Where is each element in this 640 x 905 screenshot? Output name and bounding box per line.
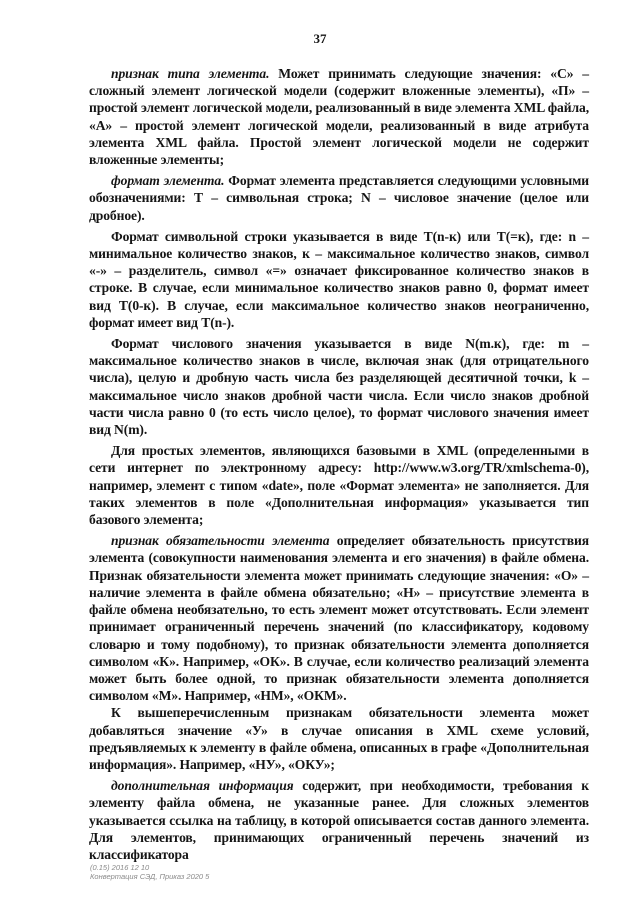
registration-stamp [90,863,209,881]
paragraph-text: определяет обязательность присутствия элемента (совокупности наименования элемента и его значения) в файле обмена. Признак обязательности элемента может принимать следующие значения: «О» – наличие элемента в файле обмена обязательно; «Н» – присутствие элемента в файле обмена необязательно, то есть элемент может отсутствовать. Если элемент принимает ограниченный перечень значений (по классификатору, кодовому словарю и тому подобному), то признак обязательности элемента дополняется символом «К». Например, «ОК». В случае, если количество реализаций элемента может быть более одной, то признак обязательности элемента дополняется символом «М». Например, «НМ», «ОКМ». [89,533,589,704]
stamp-line: Конвертация СЭД, Приказ 2020 5 [90,872,210,881]
paragraph-text: Формат символьной строки указывается в виде T(n-к) или T(=к), где: n – минимальное количество знаков, к – максимальное количество знаков, символ «-» – разделитель, символ «=» означает фиксированное количество знаков в строке. В случае, если минимальное количество знаков равно 0, формат имеет вид T(0-к). В случае, если максимальное количество знаков неограниченно, формат имеет вид T(n-). [89,228,589,330]
paragraph-text: К вышеперечисленным признакам обязательности элемента может добавляться значение «У» в случае описания в XML схеме условий, предъявляемых к элементу в файле обмена, описанных в графе «Дополнительная информация». Например, «НУ», «ОКУ»; [89,705,589,772]
paragraph-obligation-conditional [89,704,589,773]
term-obligation-flag: признак обязательности элемента [111,533,330,549]
paragraph-numeric-format [89,335,589,438]
term-element-format: формат элемента. [111,173,225,189]
paragraph-text: Для простых элементов, являющихся базовыми в XML (определенными в сети интернет по электронному адресу: http://www.w3.org/TR/xmlschema-0), например, элемент с типом «date», поле «Формат элемента» не заполняется. Для таких элементов в поле «Дополнительная информация» указывается тип базового элемента; [89,443,589,528]
term-additional-info: дополнительная информация [111,778,294,794]
document-body [89,65,589,863]
paragraph-text: Может принимать следующие значения: «С» – сложный элемент логической модели (содержит вложенные элементы), «П» – простой элемент логической модели, реализованный в виде элемента XML файла, «А» – простой элемент логической модели, реализованный в виде атрибута элемента XML файла. Простой элемент логической модели не содержит вложенные элементы; [89,66,589,168]
paragraph-additional-info [89,777,589,863]
paragraph-text: Формат числового значения указывается в виде N(m.к), где: m – максимальное количество знаков в числе, включая знак (для отрицательного числа), целую и дробную часть числа без разделяющей десятичной точки, k – максимальное число знаков дробной части числа. Если число знаков дробной части числа равно 0 (то есть число целое), то формат числового значения имеет вид N(m). [89,336,589,438]
paragraph-base-xml-types [89,442,589,528]
paragraph-text: содержит, при необходимости, требования к элементу файла обмена, не указанные ранее. Для сложных элементов указывается ссылка на таблицу, в которой описывается состав данного элемента. Для элементов, принимающих ограниченный перечень значений из классификатора [89,778,589,862]
paragraph-text: Формат элемента представляется следующими условными обозначениями: Т – символьная строка; N – числовое значение (целое или дробное). [89,173,589,223]
stamp-line: (0.15) 2016 12 10 [90,863,150,872]
paragraph-obligation-flag [89,532,589,704]
page-number: 37 [313,31,327,46]
term-element-type: признак типа элемента. [111,66,270,81]
paragraph-element-format [89,172,589,224]
paragraph-string-format [89,228,589,331]
paragraph-element-type [89,65,589,168]
